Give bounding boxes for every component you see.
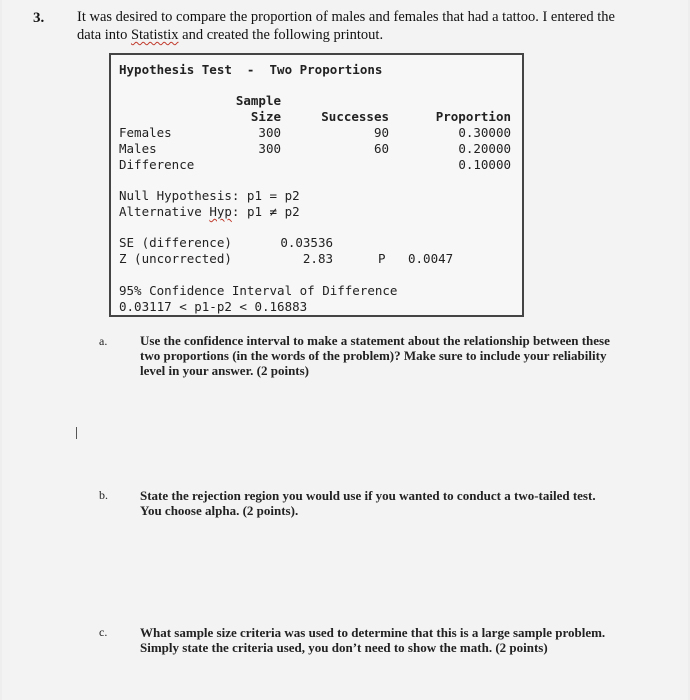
row-size: 300 (258, 141, 281, 156)
row-size: 300 (258, 125, 281, 140)
intro-text-after: and created the following printout. (178, 27, 384, 43)
row-successes: 90 (373, 125, 389, 140)
part-a-label: a. (99, 334, 108, 348)
z-label: Z (uncorrected) (119, 251, 232, 266)
part-a-text: Use the confidence interval to make a statement about the relationship between these two proportions (in the words of the problem)? Make sure to include your reliability level in your answer. (2 points) (140, 333, 610, 378)
alt-hyp-prefix: Alternative (119, 204, 210, 219)
row-label: Females (119, 125, 172, 140)
text-cursor (76, 427, 77, 439)
alternative-hypothesis (119, 204, 300, 219)
question-number: 3. (33, 10, 45, 26)
row-successes: 60 (373, 141, 389, 156)
p-label: P (378, 251, 386, 266)
p-value: 0.0047 (408, 251, 454, 266)
worksheet-page (2, 0, 688, 700)
row-proportion: 0.20000 (458, 141, 511, 156)
header-proportion: Proportion (435, 109, 511, 124)
header-successes: Successes (321, 109, 389, 124)
part-b-label: b. (99, 488, 108, 502)
part-c-label: c. (99, 625, 108, 639)
row-label: Difference (119, 157, 195, 172)
alt-hyp-suffix: : p1 ≠ p2 (231, 204, 300, 219)
row-proportion: 0.30000 (458, 125, 511, 140)
se-value: 0.03536 (280, 235, 333, 250)
statistix-word: Statistix (130, 27, 179, 43)
ci-title: 95% Confidence Interval of Difference (119, 283, 398, 298)
intro-text-before: It was desired to compare the proportion of males and females that had a tattoo. I entered the data into (77, 9, 615, 43)
printout-title: Hypothesis Test - Two Proportions (119, 62, 383, 77)
part-b-text: State the rejection region you would use if you wanted to conduct a two-tailed test. You choose alpha. (2 points). (140, 488, 596, 518)
null-hypothesis: Null Hypothesis: p1 = p2 (119, 188, 300, 203)
statistix-printout (109, 53, 524, 317)
part-c-text: What sample size criteria was used to determine that this is a large sample problem. Simply state the criteria used, you don’t need to show the math. (2 points) (140, 625, 606, 655)
ci-value: 0.03117 < p1-p2 < 0.16883 (119, 299, 308, 314)
row-label: Males (119, 141, 157, 156)
header-sample: Sample (235, 93, 281, 108)
header-size: Size (250, 109, 281, 124)
question-intro (77, 8, 637, 44)
alt-hyp-word: Hyp (209, 204, 232, 219)
se-label: SE (difference) (119, 235, 232, 250)
row-proportion: 0.10000 (458, 157, 511, 172)
z-value: 2.83 (302, 251, 333, 266)
